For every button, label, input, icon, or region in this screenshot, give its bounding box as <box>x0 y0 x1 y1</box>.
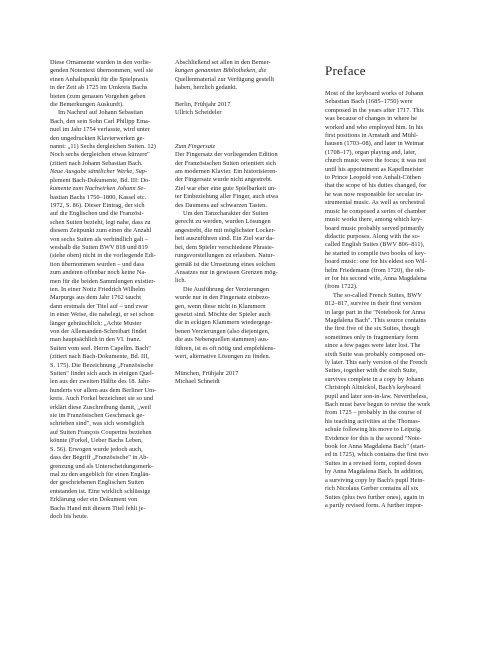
text-line: that the scope of his duties changed, for <box>325 182 427 190</box>
text-line: board music: one for his eldest son Wil- <box>325 258 427 266</box>
text-line: Bachs Hand mit diesem Titel fehlt je- <box>50 504 146 512</box>
text-line: könnte (Forkel, Ueber Bachs Leben, <box>50 437 143 445</box>
text-line: music he composed a series of chamber <box>325 207 427 215</box>
text-line: didactic purposes. Along with the so- <box>325 232 420 240</box>
text-line: plement Bach-Dokumente, Bd. III: Do- <box>50 176 151 184</box>
text-line: composed in the years after 1717. This <box>325 106 424 114</box>
text-line: Im Nachruf auf Johann Sebastian <box>58 109 143 117</box>
text-line: Sebastian Bach (1685–1750) were <box>325 98 413 106</box>
text-line: to Prince Leopold von Anhalt-Cöthen <box>325 174 421 182</box>
text-line: Neue Ausgabe sämtlicher Werke, Sup- <box>50 168 148 176</box>
text-line: sometimes only in fragmentary form <box>325 333 419 341</box>
text-line: in einer Weise, die nahelegt, er sei schon <box>50 311 154 319</box>
text-line: nannt: „11) Sechs dergleichen Suiten. 12) <box>50 143 156 151</box>
text-line: Um den Tanzcharakter der Suiten <box>183 210 269 218</box>
text-line: Bach, den sein Sohn Carl Philipp Ema- <box>50 117 150 125</box>
text-line: von sechs Suiten als verbindlich galt – <box>50 235 149 243</box>
text-line: gen, wenn diese nicht in Klammern <box>175 302 266 310</box>
text-line: music works there, among which key- <box>325 216 423 224</box>
text-line: Die Ausführung der Verzierungen <box>183 285 270 293</box>
text-line: bieten (zum genauen Vorgehen geben <box>50 92 146 100</box>
text-line: Christoph Altnickol, Bach's keyboard <box>325 384 421 392</box>
text-line: since a few pages were later lost. The <box>325 342 421 350</box>
text-line: Der Fingersatz der vorliegenden Edition <box>175 151 278 159</box>
text-line: Magdalena Bach". This source contains <box>325 316 427 324</box>
text-line: 1972, S. 86). Dieser Eintrag, der sich <box>50 201 145 209</box>
text-line: diesem Zeitpunkt zum einen die Anzahl <box>50 227 152 235</box>
text-line: (zitiert nach Johann Sebastian Bach. <box>50 159 143 167</box>
text-line: wurde nur in den Fingersatz einbezo- <box>175 294 271 302</box>
text-line: the first five of the six Suites, though <box>325 325 420 333</box>
text-line: gemäß ist die Umsetzung eines solchen <box>175 260 276 268</box>
section-heading: Zum Fingersatz <box>175 142 216 150</box>
place-date: Berlin, Frühjahr 2017 <box>175 101 231 109</box>
text-line: Erklärung oder ein Dokument von <box>50 496 138 504</box>
text-line: called English Suites (BWV 806–811), <box>325 241 425 249</box>
text-line: dass der Begriff „Französische" in Ab- <box>50 454 149 462</box>
text-line: in der Zeit ab 1725 im Umkreis Bachs <box>50 84 148 92</box>
text-line: church music were the focus; it was not <box>325 157 427 165</box>
text-line: schen Suiten bezieht, legt nahe, dass zu <box>50 218 151 226</box>
text-line: der Französischen Suiten orientiert sich <box>175 159 276 167</box>
text-line: was because of changes in where he <box>325 115 417 123</box>
text-line: Suiten" findet sich auch in einigen Quel- <box>50 370 154 378</box>
text-line: kumente zum Nachwirken Johann Se- <box>50 185 146 193</box>
preface-title: Preface <box>325 63 366 78</box>
text-line: strumental music. As well as orchestral <box>325 199 425 207</box>
text-line: mal zu den angeblich für einen Englän- <box>50 470 151 478</box>
text-line: ter Einbeziehung aller Finger, auch etwa <box>175 193 279 201</box>
text-line: (siehe oben) nicht in die vorliegende Edi- <box>50 252 156 260</box>
text-line: haben, herzlich gedankt. <box>175 84 238 92</box>
text-line: 812–817, survive in their first version <box>325 300 422 308</box>
text-line: auf Suiten François Couperins beziehen <box>50 428 152 436</box>
text-line: he started to compile two books of key- <box>325 249 427 257</box>
text-line: Abschließend sei allen in den Bemer- <box>175 59 271 66</box>
text-line: Diese Ornamente wurden in den vorlie- <box>50 59 152 66</box>
text-line: einen Anhaltspunkt für die Spielpraxis <box>50 75 149 83</box>
text-line: by Anna Magdalena Bach. In addition, <box>325 468 424 476</box>
german-column-left <box>50 59 169 521</box>
text-line: er for his second wife, Anna Magdalena <box>325 274 427 282</box>
text-line: den ungedruckten Klavierwerken ge- <box>50 134 145 142</box>
text-line: bei, dem Spieler verschiedene Phrasie- <box>175 243 274 251</box>
text-line: (zitiert nach Bach-Dokumente, Bd. III, <box>50 353 149 361</box>
text-line: weshalb die Suiten BWV 818 und 819 <box>50 243 148 251</box>
text-line: S. 56). Erwogen wurde jedoch auch, <box>50 445 143 453</box>
text-line: von der Allemanden-Schreibart findet <box>50 328 147 335</box>
text-line: dann erstmals der Titel auf – und zwar <box>50 302 148 310</box>
text-line: from 1725 – probably in the course of <box>325 409 422 417</box>
text-line: in large part in the "Notebook for Anna <box>325 308 426 316</box>
text-line: kungen genannten Bibliotheken, die <box>175 67 267 75</box>
text-line: nuel im Jahr 1754 verfasste, wird unter <box>50 126 150 134</box>
text-line: benen Verzierungen (also diejenigen, <box>175 327 270 335</box>
text-line: heit auszuführen sind. Ein Ziel war da- <box>175 235 275 243</box>
text-line: his teaching activities at the Thomas- <box>325 417 420 425</box>
text-line: first positions in Arnstadt and Mühl- <box>325 132 418 140</box>
german-column-middle <box>175 59 294 387</box>
text-line: entstanden ist. Eine wirklich schlüssige <box>50 487 151 495</box>
text-line: rungsvorstellungen zu erlauben. Natur- <box>175 252 275 260</box>
text-line: S. 175). Die Bezeichnung „Französische <box>50 361 154 369</box>
text-line: auf die Englischen und die Französi- <box>50 210 144 218</box>
text-line: Marpurgs aus dem Jahr 1762 taucht <box>50 294 141 302</box>
text-line: The so-called French Suites, BWV <box>333 291 422 299</box>
text-line: Ansatzes nur in gewissen Grenzen mög- <box>175 268 278 276</box>
text-line: ed in 1725), which contains the first two <box>325 451 429 459</box>
text-line: Quellenmaterial zur Verfügung gestellt <box>175 75 275 83</box>
text-line: die aus Nebenquellen stammen) aus- <box>175 336 269 344</box>
text-line: (from 1722). <box>325 283 358 291</box>
english-column <box>325 59 450 510</box>
text-line: man hauptsächlich in den VI. franz. <box>50 336 142 344</box>
text-line: Suites, together with the sixth Suite, <box>325 367 418 375</box>
text-line: Suites (plus two further ones), again in <box>325 493 425 501</box>
text-line: until his appointment as Kapellmeister <box>325 165 424 173</box>
text-line: des Daumens auf schwarzen Tasten. <box>175 201 267 209</box>
text-line: angestrebt, die mit möglichster Locker- <box>175 226 276 234</box>
text-line: kreis. Auch Forkel bezeichnet sie so und <box>50 395 154 403</box>
text-line: Bach must have begun to revise the work <box>325 401 431 409</box>
text-line: ly later. This early version of the French <box>325 359 428 366</box>
text-line: führen, ist es oft nötig und empfehlens- <box>175 344 276 352</box>
text-line: sixth Suite was probably composed on- <box>325 350 426 358</box>
text-line: he was now responsible for secular in- <box>325 190 424 198</box>
text-line: survives complete in a copy by Johann <box>325 375 424 383</box>
text-line: schule following his move to Leipzig. <box>325 426 422 434</box>
text-line: pupil and later son-in-law. Nevertheless, <box>325 392 429 400</box>
text-line: die in eckigen Klammern wiedergege- <box>175 319 273 327</box>
text-line: wert, alternative Lösungen zu finden. <box>175 352 271 360</box>
text-line: die Bemerkungen Auskunft). <box>50 101 124 109</box>
text-line: Suites in a revised form, copied down <box>325 459 422 467</box>
text-line: gesetzt sind. Möchte der Spieler auch <box>175 310 271 318</box>
text-line: der Fingersatz wurde nicht angestrebt. <box>175 176 273 184</box>
text-line: lich. <box>175 277 187 285</box>
text-line: hausen (1703–08), and later in Weimar <box>325 140 425 148</box>
text-line: tion übernommen wurden – und dass <box>50 260 145 268</box>
text-line: board music probably served primarily <box>325 224 425 232</box>
place-date: München, Frühjahr 2017 <box>175 369 239 377</box>
author-signature: Michael Schneidt <box>175 378 220 386</box>
text-line: länger gebräuchlich: „Achte Muster <box>50 319 142 327</box>
text-line: bastian Bachs 1750–1800, Kassel etc. <box>50 193 147 201</box>
text-line: a partly revised form. A further impor- <box>325 501 424 509</box>
text-line: schrieben sind", was sich womöglich <box>50 420 145 428</box>
text-line: len aus der zweiten Hälfte des 18. Jahr- <box>50 378 151 386</box>
text-line: hunderts vor allem aus dem Berliner Um- <box>50 386 157 394</box>
text-line: helm Friedemann (from 1720), the oth- <box>325 266 426 274</box>
text-line: Most of the keyboard works of Johann <box>325 90 424 97</box>
text-line: book for Anna Magdalena Bach" (start- <box>325 443 426 451</box>
text-line: Suiten vom seel. Herrn Capellm. Bach" <box>50 344 151 352</box>
text-line: worked and who employed him. In his <box>325 123 424 131</box>
text-line: doch bis heute. <box>50 512 89 520</box>
text-line: ten. In einer Notiz Friedrich Wilhelm <box>50 285 145 293</box>
text-line: a surviving copy by Bach's pupil Hein- <box>325 476 425 484</box>
text-line: grenzung und als Unterscheidungsmerk- <box>50 462 154 470</box>
text-line: Noch sechs dergleichen etwas kürzere" <box>50 151 150 159</box>
text-line: men für die beiden Sammlungen existier- <box>50 277 156 285</box>
text-line: erklärt diese Zuschreibung damit, „weil <box>50 403 152 411</box>
text-line: (1708–17), organ playing and, later, <box>325 148 417 156</box>
text-line: genden Notentext übernommen, weil sie <box>50 67 154 75</box>
text-line: Ziel war eher eine gute Spielbarkeit un- <box>175 184 277 192</box>
text-line: Evidence for this is the second "Note- <box>325 434 422 442</box>
author-signature: Ullrich Scheideler <box>175 109 222 117</box>
text-line: der geschriebenen Englischen Suiten <box>50 479 144 487</box>
text-line: am modernen Klavier. Ein historisieren- <box>175 168 278 176</box>
text-line: zum anderen offenbar noch keine Na- <box>50 269 147 277</box>
text-line: sie im Französischen Geschmack ge- <box>50 412 145 420</box>
text-line: gerecht zu werden, wurden Lösungen <box>175 218 271 226</box>
text-line: rich Nicolaus Gerber contains all six <box>325 485 419 493</box>
